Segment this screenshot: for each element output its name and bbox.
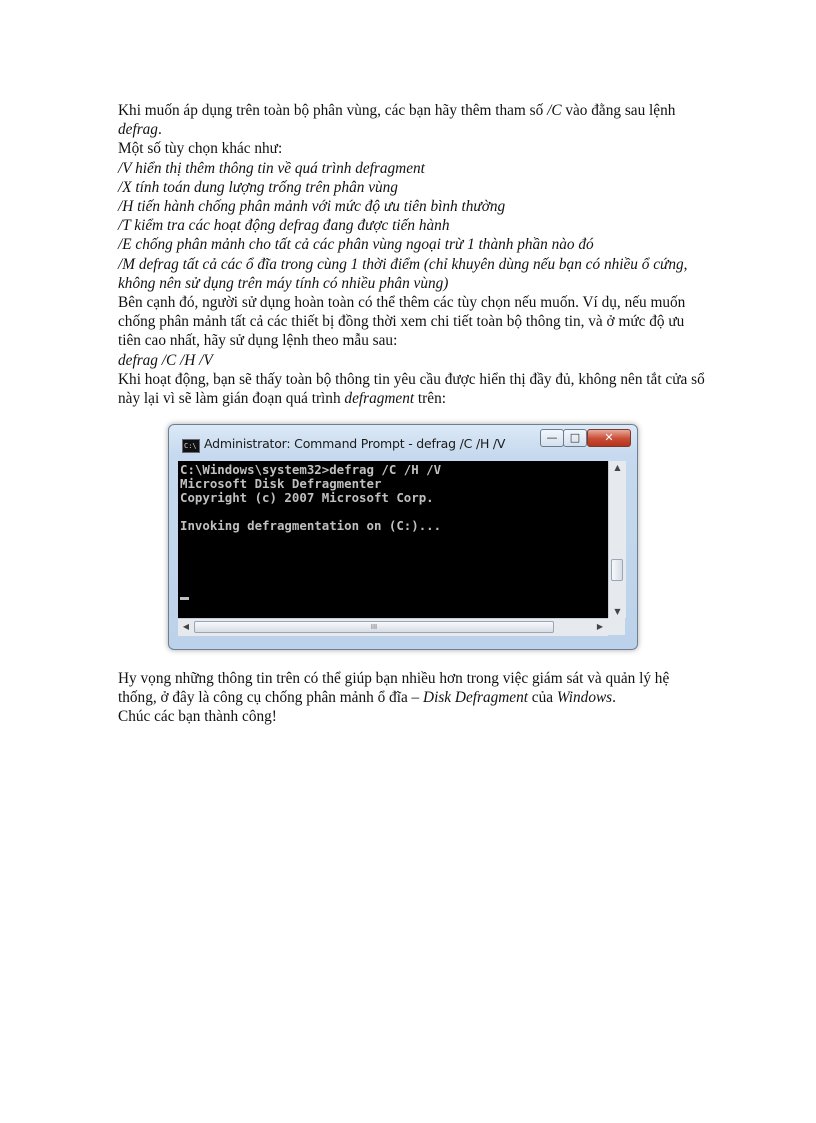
window-title: Administrator: Command Prompt - defrag /C /H /V bbox=[204, 436, 506, 451]
console-line: C:\Windows\system32>defrag /C /H /V bbox=[180, 462, 442, 477]
minimize-button[interactable]: — bbox=[540, 429, 564, 447]
document-body-top bbox=[118, 101, 708, 408]
option-v-line bbox=[118, 159, 708, 178]
resize-corner bbox=[608, 618, 625, 635]
text-run: Hy vọng những thông tin trên có thể giúp bạn nhiều hơn trong việc giám sát và quản lý hệ thống, ở đây là công cụ chống phân mảnh ổ đĩa – bbox=[118, 670, 670, 707]
windows-term: Windows bbox=[556, 689, 613, 707]
close-button[interactable]: ✕ bbox=[587, 429, 631, 447]
command-prompt-icon: C:\ bbox=[182, 439, 200, 453]
console-line: Copyright (c) 2007 Microsoft Corp. bbox=[180, 490, 434, 505]
text-run: trên: bbox=[414, 390, 446, 408]
paragraph-while-running bbox=[118, 370, 708, 408]
option-m-line bbox=[118, 255, 708, 293]
console-text bbox=[180, 463, 441, 533]
paragraph-apply-all-partitions bbox=[118, 101, 708, 139]
option-v-text: /V hiển thị thêm thông tin về quá trình defragment bbox=[118, 159, 425, 177]
console-output[interactable] bbox=[178, 461, 608, 618]
console-line: Invoking defragmentation on (C:)... bbox=[180, 518, 442, 533]
option-x-line bbox=[118, 178, 708, 197]
defrag-command: defrag bbox=[118, 121, 158, 139]
horizontal-scrollbar[interactable] bbox=[178, 618, 608, 636]
scroll-left-arrow-icon[interactable]: ◀ bbox=[182, 622, 190, 631]
text-cursor bbox=[180, 597, 189, 600]
paragraph-example-intro: Bên cạnh đó, người sử dụng hoàn toàn có thể thêm các tùy chọn nếu muốn. Ví dụ, nếu muốn chống phân mảnh tất cả các thiết bị đồng thời xem chi tiết toàn bộ thông tin, và ở mức độ ưu tiên cao nhất, hãy sử dụng lệnh theo mẫu sau: bbox=[118, 294, 686, 350]
disk-defragment-term: Disk Defragment bbox=[423, 689, 528, 707]
example-command-line bbox=[118, 351, 708, 370]
option-e-line bbox=[118, 235, 708, 254]
text-run: . bbox=[612, 689, 616, 707]
paragraph-other-options: Một số tùy chọn khác như: bbox=[118, 140, 283, 158]
vertical-scroll-thumb[interactable] bbox=[611, 559, 623, 581]
paragraph-closing: Chúc các bạn thành công! bbox=[118, 708, 277, 726]
option-c: /C bbox=[547, 102, 562, 119]
text-run: . bbox=[157, 121, 162, 139]
option-h-text: /H tiến hành chống phân mảnh với mức độ ưu tiên bình thường bbox=[118, 198, 506, 216]
option-t-line bbox=[118, 216, 708, 235]
horizontal-scroll-thumb[interactable]: III bbox=[194, 621, 554, 633]
document-body-bottom bbox=[118, 669, 708, 727]
option-h-line bbox=[118, 197, 708, 216]
option-t-text: /T kiểm tra các hoạt động defrag đang được tiến hành bbox=[118, 217, 450, 235]
option-e-text: /E chống phân mảnh cho tất cả các phân vùng ngoại trừ 1 thành phần nào đó bbox=[118, 236, 594, 254]
option-x-text: /X tính toán dung lượng trống trên phân vùng bbox=[118, 178, 398, 196]
option-m-text: /M defrag tất cả các ổ đĩa trong cùng 1 thời điểm (chỉ khuyên dùng nếu bạn có nhiều ổ cứng, không nên sử dụng trên máy tính có nhiều phân vùng) bbox=[118, 255, 688, 292]
text-run: vào đằng sau lệnh bbox=[561, 102, 676, 119]
console-line: Microsoft Disk Defragmenter bbox=[180, 476, 382, 491]
command-prompt-screenshot bbox=[168, 424, 638, 650]
defragment-word: defragment bbox=[344, 390, 415, 408]
text-run: Khi hoạt động, bạn sẽ thấy toàn bộ thông tin yêu cầu được hiển thị đầy đủ, không nên tắt cửa sổ này lại vì sẽ làm gián đoạn quá trình bbox=[118, 370, 705, 408]
text-run: của bbox=[527, 689, 557, 707]
scroll-down-arrow-icon[interactable]: ▼ bbox=[614, 607, 621, 616]
vertical-scrollbar[interactable] bbox=[608, 461, 626, 618]
scroll-up-arrow-icon[interactable]: ▲ bbox=[614, 463, 621, 472]
title-bar bbox=[169, 425, 637, 457]
maximize-button[interactable]: □ bbox=[563, 429, 587, 447]
paragraph-conclusion bbox=[118, 669, 708, 707]
example-command: defrag /C /H /V bbox=[118, 351, 213, 369]
text-run: Khi muốn áp dụng trên toàn bộ phân vùng, các bạn hãy thêm tham số bbox=[118, 102, 548, 119]
scroll-right-arrow-icon[interactable]: ▶ bbox=[596, 622, 604, 631]
